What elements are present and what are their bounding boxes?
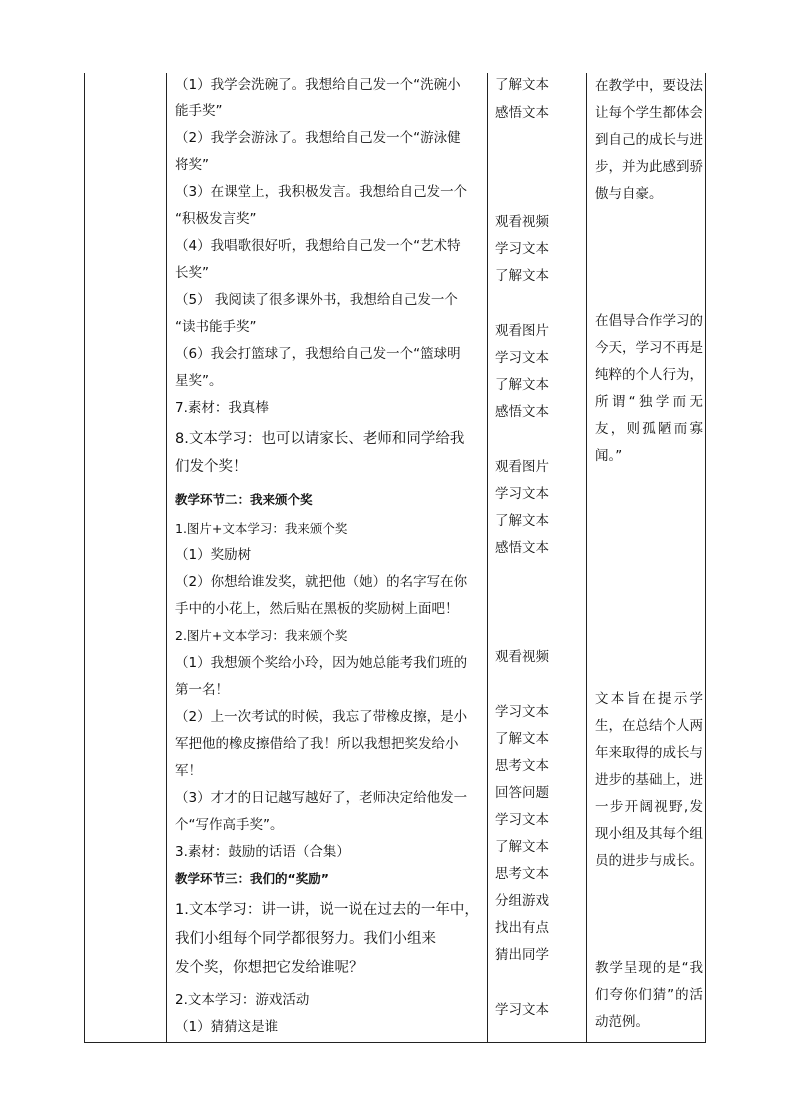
content-line: （2）上一次考试的时候，我忘了带橡皮擦，是小: [175, 709, 468, 725]
content-line: “读书能手奖”: [175, 319, 257, 335]
activity-item: 感悟文本: [495, 404, 549, 420]
activity-item: 感悟文本: [495, 105, 549, 121]
content-line: （2）你想给谁发奖，就把他（她）的名字写在你: [175, 574, 468, 590]
content-line: “积极发言奖”: [175, 211, 257, 227]
activity-item: 分组游戏: [495, 893, 549, 909]
content-line: （6）我会打篮球了，我想给自己发一个“篮球明: [175, 346, 461, 362]
activity-item: 猜出同学: [495, 947, 549, 963]
content-line: （2）我学会游泳了。我想给自己发一个“游泳健: [175, 130, 461, 146]
lesson-content-column: [167, 73, 487, 1043]
content-line: 军把他的橡皮擦借给了我！所以我想把奖发给小: [175, 736, 459, 752]
design-note: 在倡导合作学习的今天，学习不再是纯粹的个人行为，所谓“独学而无友，则孤陋而寡闻。”: [595, 313, 703, 464]
content-line: 发个奖，你想把它发给谁呢？: [175, 960, 364, 976]
design-note: 文本旨在提示学生，在总结个人两年来取得的成长与进步的基础上，进一步开阔视野,发现小组及其每个组员的进步与成长。: [595, 691, 703, 869]
content-line: 将奖”: [175, 157, 209, 173]
lesson-plan-table: [84, 73, 706, 1043]
content-line: 军！: [175, 763, 202, 779]
activity-item: 观看视频: [495, 214, 549, 230]
activity-item: 学习文本: [495, 812, 549, 828]
table-border-right: [705, 73, 706, 1043]
activity-item: 学习文本: [495, 486, 549, 502]
activity-item: 思考文本: [495, 758, 549, 774]
activity-item: 了解文本: [495, 731, 549, 747]
content-line: （3）才才的日记越写越好了，老师决定给他发一: [175, 790, 468, 806]
activity-item: 学习文本: [495, 350, 549, 366]
content-line: 长奖”: [175, 265, 209, 281]
activity-item: 学习文本: [495, 704, 549, 720]
content-line: （1）猜猜这是谁: [175, 1019, 279, 1035]
activity-item: 回答问题: [495, 785, 549, 801]
section-heading: 教学环节二：我来颁个奖: [175, 492, 313, 507]
section-heading: 教学环节三：我们的“奖励”: [175, 871, 329, 886]
activity-item: 了解文本: [495, 839, 549, 855]
design-intent-column: [587, 73, 705, 1043]
section-column: [84, 73, 166, 1043]
content-line: 我们小组每个同学都很努力。我们小组来: [175, 931, 436, 947]
design-note: 教学呈现的是“我们夸你们猜”的活动范例。: [595, 960, 703, 1030]
activity-item: 了解文本: [495, 513, 549, 529]
content-line: （3）在课堂上，我积极发言。我想给自己发一个: [175, 184, 468, 200]
content-line: 们发个奖！: [175, 459, 248, 475]
activity-item: 观看图片: [495, 459, 549, 475]
content-line: 8.文本学习：也可以请家长、老师和同学给我: [175, 431, 465, 447]
content-line: 2.文本学习：游戏活动: [175, 992, 310, 1008]
content-line: 1.图片+文本学习：我来颁个奖: [175, 521, 348, 536]
activity-item: 学习文本: [495, 1002, 549, 1018]
content-line: 1.文本学习：讲一讲，说一说在过去的一年中，: [175, 902, 479, 918]
content-line: （1）奖励树: [175, 547, 252, 563]
content-line: 能手奖”: [175, 103, 223, 119]
design-note: 在教学中，要设法让每个学生都体会到自己的成长与进步，并为此感到骄傲与自豪。: [595, 78, 703, 202]
activity-item: 学习文本: [495, 241, 549, 257]
content-line: （1）我学会洗碗了。我想给自己发一个“洗碗小: [175, 77, 461, 93]
activity-item: 了解文本: [495, 268, 549, 284]
content-line: 2.图片+文本学习：我来颁个奖: [175, 628, 348, 643]
content-line: 手中的小花上，然后贴在黑板的奖励树上面吧！: [175, 601, 459, 617]
content-line: 第一名！: [175, 682, 229, 698]
activity-item: 了解文本: [495, 77, 549, 93]
activity-item: 观看视频: [495, 649, 549, 665]
student-activity-column: [488, 73, 586, 1043]
content-line: 7.素材：我真棒: [175, 400, 269, 416]
activity-item: 观看图片: [495, 323, 549, 339]
content-line: 3.素材：鼓励的话语（合集）: [175, 844, 350, 860]
content-line: （1）我想颁个奖给小玲，因为她总能考我们班的: [175, 655, 468, 671]
content-line: 星奖”。: [175, 373, 223, 389]
activity-item: 思考文本: [495, 866, 549, 882]
content-line: （5） 我阅读了很多课外书，我想给自己发一个: [175, 292, 458, 308]
content-line: （4）我唱歌很好听，我想给自己发一个“艺术特: [175, 238, 461, 254]
content-line: 个“写作高手奖”。: [175, 817, 284, 833]
activity-item: 找出有点: [495, 920, 549, 936]
activity-item: 感悟文本: [495, 540, 549, 556]
activity-item: 了解文本: [495, 377, 549, 393]
